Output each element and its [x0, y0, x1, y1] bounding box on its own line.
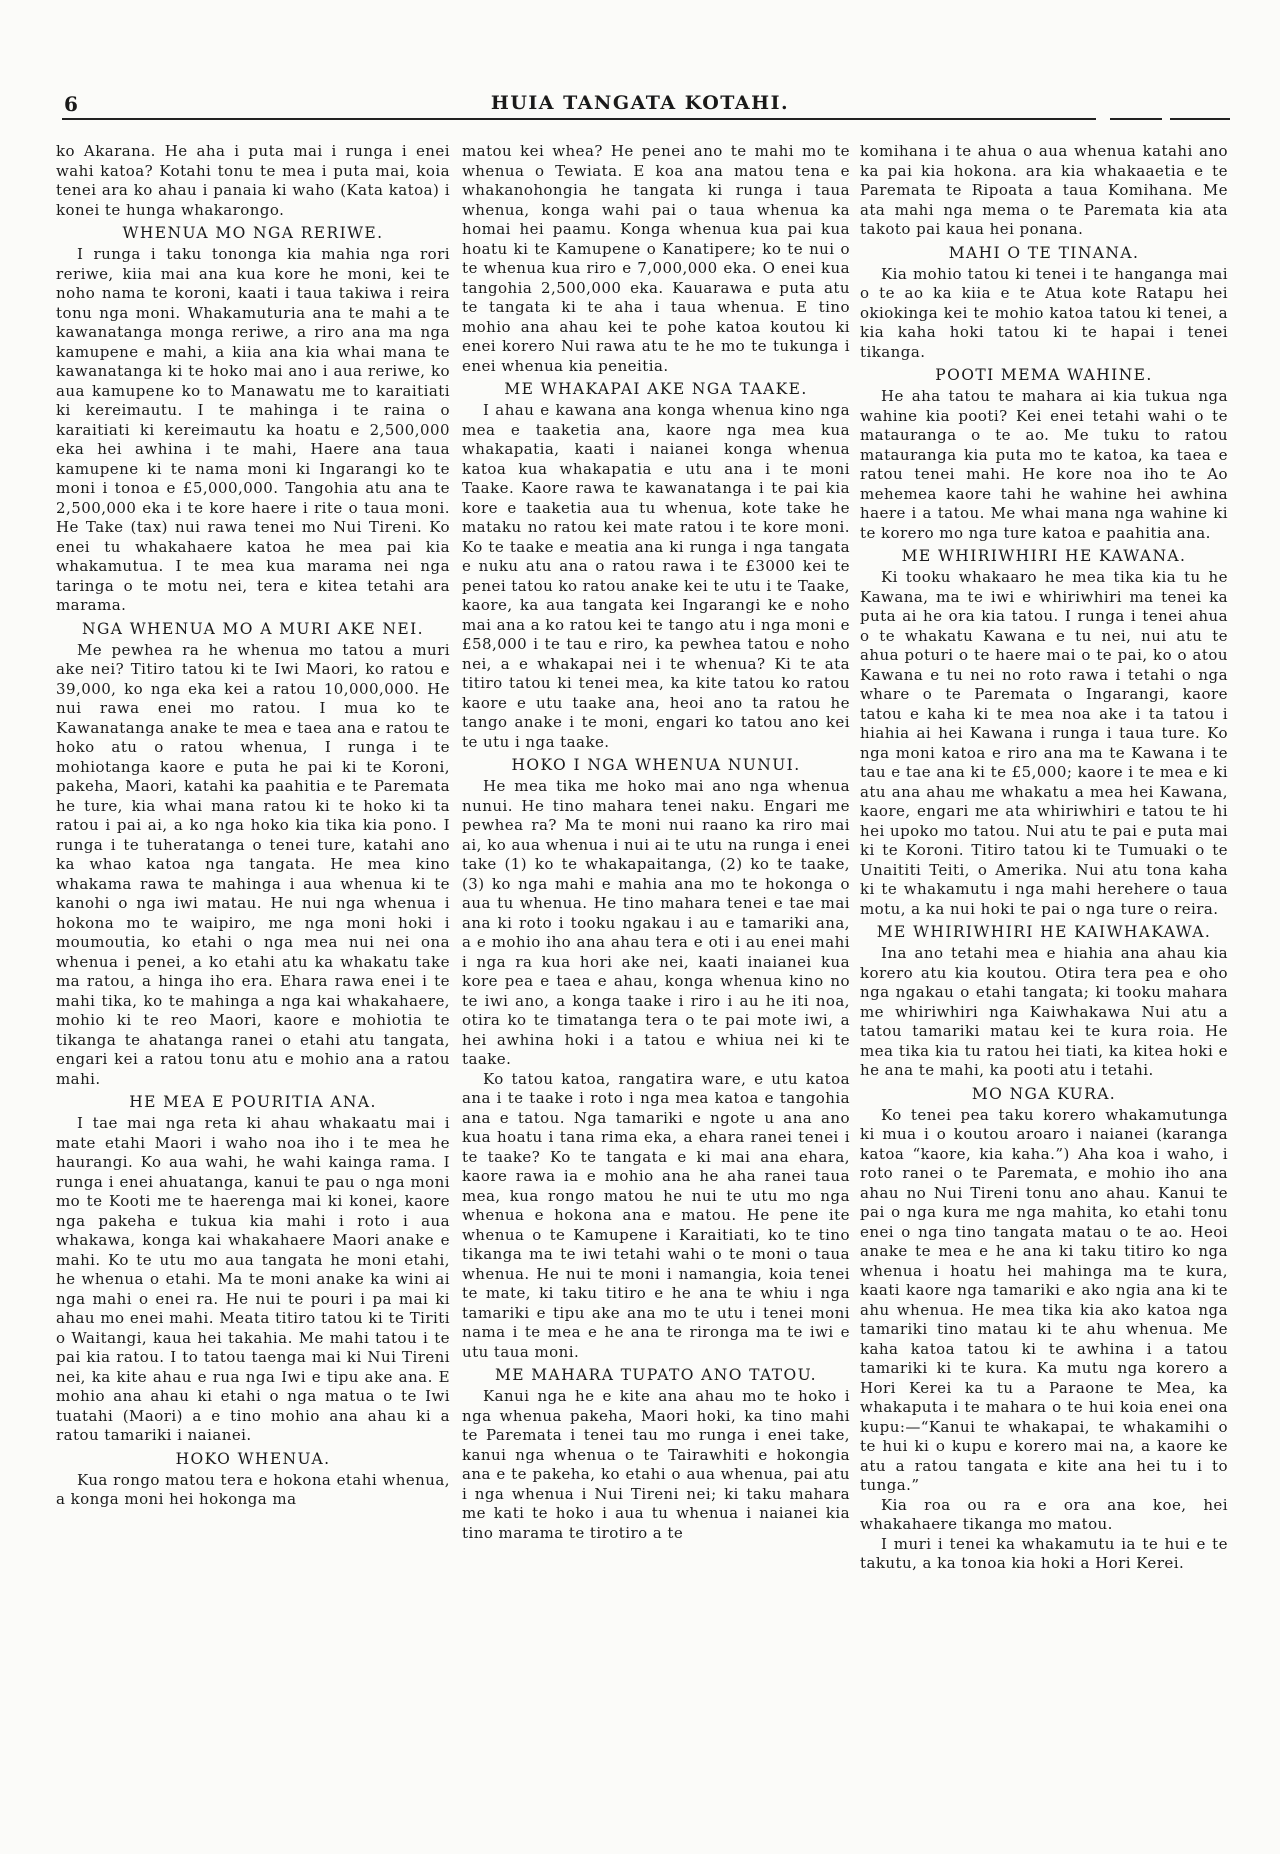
section-heading: HE MEA E POURITIA ANA.	[129, 1093, 377, 1111]
section-heading: NGA WHENUA MO A MURI AKE NEI.	[82, 619, 424, 638]
paragraph: I tae mai nga reta ki ahau whakaatu mai i mate etahi Maori i waho noa iho i te mea he haurangi. Ko aua wahi, he wahi kainga rama. I runga i enei ahuatanga, kanui te pau o nga moni mo te Kooti me te haerenga mai ki konei, kaore nga pakeha e tukua kia mahi i roto i aua whakawa, konga kai whakahaere Maori anake e mahi. Ko te utu mo aua tangata he moni etahi, he whenua o etahi. Ma te moni anake ka wini ai nga mahi o enei ra. He nui te pouri i pa mai ki ahau mo enei mahi. Meata titiro tatou ki te Tiriti o Waitangi, kaua hei takahia. Me mahi tatou i te pai kia ratou. I to tatou taenga mai ki Nui Tireni nei, ka kite ahau e rua nga Iwi e tipu ake ana. E mohio ana ahau ki etahi o nga matua o te Iwi tuatahi (Maori) a e tino mohio ana ahau ki a ratou tamariki i naianei.	[56, 1114, 450, 1444]
paragraph: Ko tenei pea taku korero whakamutunga ki mua i o koutou aroaro i naianei (karanga katoa “kaore, kia kaha.”) Aha koa i waho, i roto ranei o te Paremata, e mohio iho ana ahau no Nui Tireni tonu ano ahau. Kanui te pai o nga kura me nga mahita, ko etahi tonu enei o nga tino tangata matau o te ao. Heoi anake te mea e he ana ki taku titiro ko nga whenua i hoatu hei mahinga ma te kura, kaati kaore nga tamariki e ako ngia ana ki te ahu whenua. He mea tika kia ako katoa nga tamariki tino matau ki te ahu whenua. Me kaha katoa tatou ki te awhina i a tatou tamariki ki te kura. Ka mutu nga korero a Hori Kerei ka tu a Paraone te Mea, ka whakaputa i te mahara o te hui koia enei ona kupu:—“Kanui te whakapai, te whakamihi o te hui ki o kupu e korero mai na, a kaore ke atu a ratou tangata e kite ana hei tu i to tunga.”	[860, 1105, 1228, 1494]
paragraph: Kanui nga he e kite ana ahau mo te hoko i nga whenua pakeha, Maori hoki, ka tino mahi te Paremata i tenei tau mo runga i enei take, kanui nga whenua o te Tairawhiti e hokongia ana e te pakeha, ko etahi o aua whenua, pai atu i nga whenua i Nui Tireni nei; ki taku mahara me kati te hoko i aua tu whenua i naianei kia tino marama te tirotiro a te	[462, 1387, 850, 1542]
section-heading: HOKO I NGA WHENUA NUNUI.	[511, 756, 801, 774]
paragraph: Kia roa ou ra e ora ana koe, hei whakahaere tikanga mo matou.	[860, 1495, 1228, 1533]
publication-title: HUIA TANGATA KOTAHI.	[490, 92, 790, 114]
header-rule	[62, 118, 1096, 120]
section-heading: ME WHIRIWHIRI HE KAIWHAKAWA.	[876, 923, 1212, 941]
paragraph: Kua rongo matou tera e hokona etahi whenua, a konga moni hei hokonga ma	[56, 1470, 450, 1508]
header-rule-segment	[1110, 118, 1162, 120]
section-heading: HOKO WHENUA.	[175, 1449, 331, 1468]
paragraph: Ina ano tetahi mea e hiahia ana ahau kia korero atu kia koutou. Otira tera pea e oho nga ngakau o etahi tangata; ki tooku mahara me whiriwhiri nga Kaiwhakawa Nui atu a tatou tamariki matau kei te kura roia. He mea tika kia tu ratou hei tiati, ka kitea hoki e he ana te mahi, ka pooti atu i tetahi.	[860, 944, 1228, 1079]
paragraph: I muri i tenei ka whakamutu ia te hui e te takutu, a ka tonoa kia hoki a Hori Kerei.	[860, 1534, 1228, 1572]
section-heading: ME WHIRIWHIRI HE KAWANA.	[901, 547, 1187, 565]
section-heading: MAHI O TE TINANA.	[948, 243, 1140, 262]
paragraph: Ki tooku whakaaro he mea tika kia tu he Kawana, ma te iwi e whiriwhiri ma tenei ka puta ai he ora kia tatou. I runga i tenei ahua o te whakatu Kawana e tu nei, nui atu te ahua poturi o te haere mai o te pai, ko o atou Kawana e tu nei no roto rawa i tetahi o nga whare o te Paremata o Ingarangi, kaore tatou e kaha ki te mea noa ake i ta tatou i hiahia ai hei Kawana i runga i taua ture. Ko nga moni katoa e riro ana ma te Kawana i te tau e tae ana ki te £5,000; kaore i te mea e ki atu ana ahau me whakatu a mea hei Kawana, kaore, engari me ata whiriwhiri e tatou te hi hei upoko mo tatou. Nui atu te pai e puta mai ki te Koroni. Titiro tatou ki te Tumuaki o te Unaititi Teiti, o Amerika. Nui atu tona kaha ki te whakamutu i nga mahi herehere o taua motu, a ka nui hoki te pai o nga ture o reira.	[860, 568, 1228, 918]
paragraph: He mea tika me hoko mai ano nga whenua nunui. He tino mahara tenei naku. Engari me pewhea ra? Ma te moni nui raano ka riro mai ai, ko aua whenua i nui ai te utu na runga i enei take (1) ko te whakapaitanga, (2) ko te taake, (3) ko nga mahi e mahia ana mo te hokonga o aua tu whenua. He tino mahara tenei e tae mai ana ki roto i tooku ngakau i au e tamariki ana, a e mohio iho ana ahau tera e oti i au enei mahi i nga ra kua hori ake nei, kaati inaianei kua kore pea e taea e ahau, konga whenua kino no te iwi ano, a konga taake i riro i au he iti noa, otira ko te timatanga tera o te pai mote iwi, a hei awhina hoki i a tatou e whiua nei ki te taake.	[462, 777, 850, 1068]
section-heading: POOTI MEMA WAHINE.	[935, 366, 1153, 384]
header-rule-segment	[1170, 118, 1230, 120]
article-column-1	[56, 142, 450, 1510]
section-heading: ME MAHARA TUPATO ANO TATOU.	[494, 1366, 818, 1384]
paragraph: Me pewhea ra he whenua mo tatou a muri ake nei? Titiro tatou ki te Iwi Maori, ko ratou e 39,000, ko nga eka kei a ratou 10,000,000. He nui rawa enei mo ratou. I mua ko te Kawanatanga anake te mea e taea ana e ratou te hoko atu o ratou whenua, I runga i te mohiotanga kaore e puta he pai ki te Koroni, pakeha, Maori, katahi ka paahitia e te Paremata he ture, kia whai mana ratou ki te hoko ki ta ratou i pai ai, a ko nga hoko kia tika kia pono. I runga i te tuheratanga o tenei ture, katahi ano ka whao katoa nga tangata. He mea kino whakama rawa te mahinga i aua whenua ki te kanohi o nga iwi matau. He nui nga whenua i hokona mo te waipiro, me nga moni hoki i moumoutia, ko etahi o nga mea nui nei ona whenua i penei, a ko etahi atu ka whakatu take ma ratou, a hinga iho era. Ehara rawa enei i te mahi tika, ko te mahinga a nga kai whakahaere, mohio ki te reo Maori, kaore e mohiotia te tikanga te ahatanga ranei o etahi atu tangata, engari kei a ratou tonu atu e mohio ana a ratou mahi.	[56, 640, 450, 1088]
section-heading: MO NGA KURA.	[971, 1084, 1117, 1103]
article-column-3	[860, 142, 1228, 1574]
paragraph: komihana i te ahua o aua whenua katahi ano ka pai kia hokona. ara kia whakaaetia e te Paremata te Ripoata a taua Komihana. Me ata mahi nga mema o te Paremata kia ata takoto pai kaua hei ponana.	[860, 142, 1228, 238]
article-column-2	[462, 142, 850, 1543]
paragraph: ko Akarana. He aha i puta mai i runga i enei wahi katoa? Kotahi tonu te mea i puta mai, koia tenei ara ko ahau i panaia ki waho (Kata katoa) i konei te hunga whakarongo.	[56, 142, 450, 219]
page-number: 6	[64, 92, 78, 116]
section-heading: ME WHAKAPAI AKE NGA TAAKE.	[504, 380, 808, 398]
section-heading: WHENUA MO NGA RERIWE.	[122, 224, 384, 242]
paragraph: matou kei whea? He penei ano te mahi mo te whenua o Tewiata. E koa ana matou tena e whakanohongia he tangata ki runga i taua whenua, konga wahi pai o taua whenua ka homai hei paamu. Konga whenua kua pai kua hoatu ki te Kamupene o Kanatipere; ko te nui o te whenua kua riro e 7,000,000 eka. O enei kua tangohia 2,500,000 eka. Kauarawa e puta atu te tangata ki te aha i taua whenua. E tino mohio ana ahau kei te pohe katoa koutou ki enei korero Nui rawa atu te he mo te tukunga i enei whenua kia peneitia.	[462, 142, 850, 375]
paragraph: I runga i taku tononga kia mahia nga rori reriwe, kiia mai ana kua kore he moni, kei te noho nama te koroni, kaati i taua takiwa i reira tonu nga moni. Whakamuturia ana te mahi a te kawanatanga monga reriwe, a riro ana ma nga kamupene e mahi, a kiia ana kia whai mana te kawanatanga ki te hoko mai ano i aua reriwe, ko aua kamupene ko to Manawatu me to karaitiati ki kereimautu. I te mahinga i te raina o karaitiati ki kereimautu ka hoatu e 2,500,000 eka hei awhina i te mahi, Haere ana taua kamupene ki te nama moni ki Ingarangi ko te moni i tonoa e £5,000,000. Tangohia atu ana te 2,500,000 eka i te kore haere i rite o taua moni. He Take (tax) nui rawa tenei mo Nui Tireni. Ko enei tu whakahaere katoa he mea pai kia whakamutua. I te mea kua marama nei nga taringa o te motu nei, tera e kitea tetahi ara marama.	[56, 245, 450, 614]
paragraph: I ahau e kawana ana konga whenua kino nga mea e taaketia ana, kaore nga mea kua whakapatia, kaati i naianei konga whenua katoa kua whakapatia e utu ana i te moni Taake. Kaore rawa te kawanatanga i te pai kia kore e taaketia aua tu whenua, kote take he mataku no ratou kei mate ratou i te kore moni. Ko te taake e meatia ana ki runga i nga tangata e nuku atu ana o ratou rawa i te £3000 kei te penei tatou ko ratou anake kei te utu i te Taake, kaore, ka aua tangata kei Ingarangi ke e noho mai ana a ko ratou kei te tango atu i nga moni e £58,000 i te tau e riro, ka pewhea tatou e noho nei, a e whakapai nei i te whenua? Ki te ata titiro tatou ki tenei mea, ka kite tatou ko ratou kaore e utu taake ana, heoi ano ta ratou he tango anake i te moni, engari ko tatou ano kei te utu i nga taake.	[462, 401, 850, 751]
paragraph: Ko tatou katoa, rangatira ware, e utu katoa ana i te taake i roto i nga mea katoa e tangohia ana e tatou. Nga tamariki e ngote u ana ano kua hoatu i tana rima eka, a ehara ranei tenei i te taake? Ko te tangata e ki mai ana ehara, kaore rawa ia e mohio ana he aha ranei taua mea, kua rongo matou he nui te utu mo nga whenua e hokona ana e matou. He pene ite whenua o te Kamupene i Karaitiati, ko te tino tikanga ma te iwi tetahi wahi o te moni o taua whenua. He nui te moni i namangia, koia tenei te mate, ki taku titiro e he ana te whiu i nga tamariki e tipu ake ana mo te utu i tenei moni nama i te mea e he ana te rironga ma te iwi e utu taua moni.	[462, 1069, 850, 1361]
paragraph: Kia mohio tatou ki tenei i te hanganga mai o te ao ka kiia e te Atua kote Ratapu hei okiokinga kei te mohio katoa tatou ki tenei, a kia kaha hoki tatou ki te hapai i tenei tikanga.	[860, 264, 1228, 361]
paragraph: He aha tatou te mahara ai kia tukua nga wahine kia pooti? Kei enei tetahi wahi o te matauranga o te ao. Me tuku to ratou matauranga kia puta mo te katoa, ka taea e ratou tenei mahi. He kore noa iho te Ao mehemea kaore tahi he wahine hei awhina haere i a tatou. Me whai mana nga wahine ki te korero mo nga ture katoa e paahitia ana.	[860, 387, 1228, 542]
